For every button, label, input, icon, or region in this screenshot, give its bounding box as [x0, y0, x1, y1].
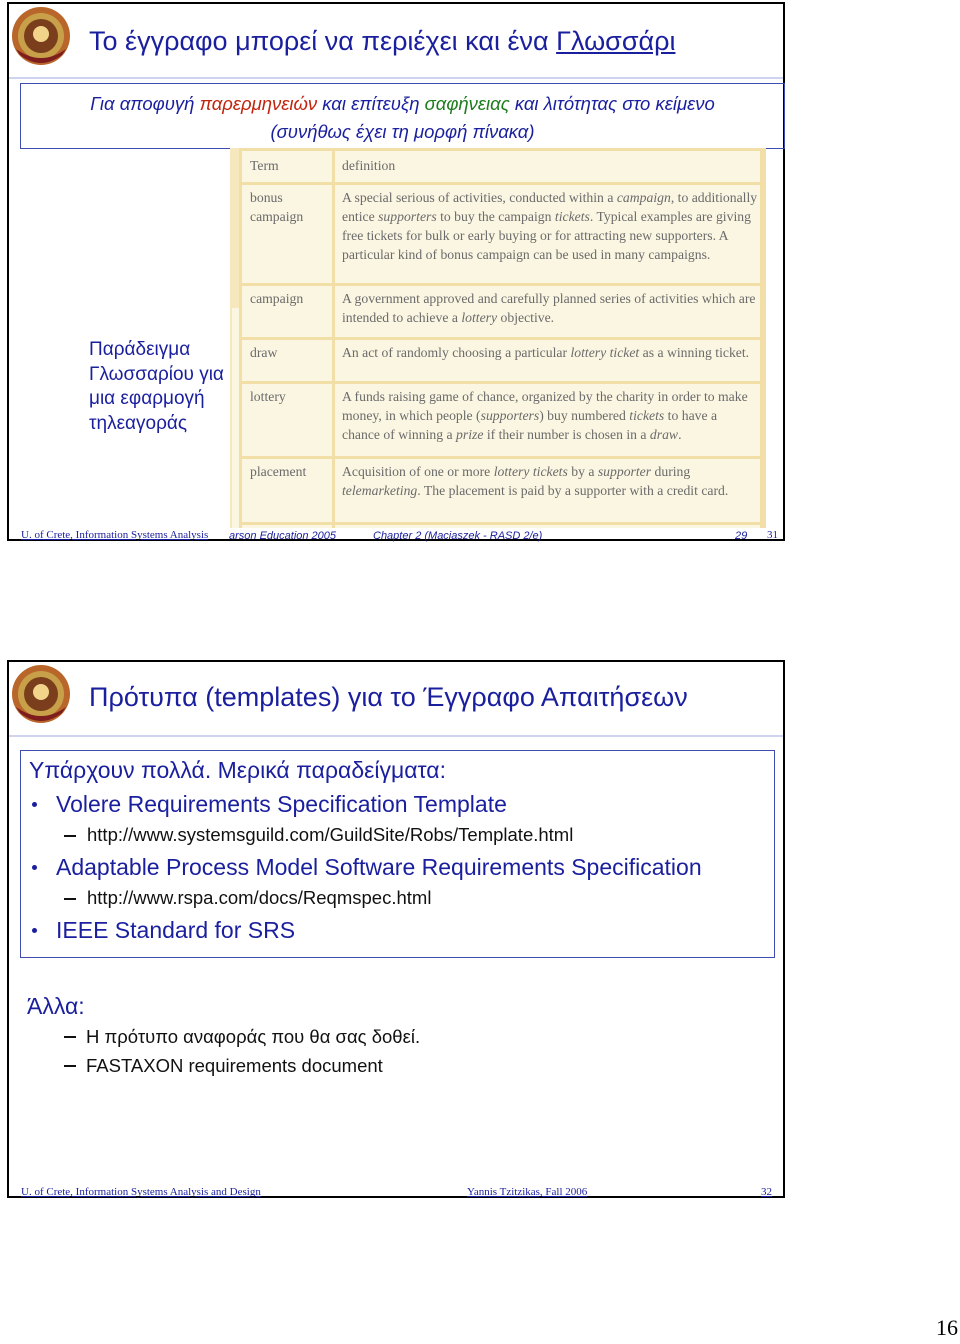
- table-grid-line: [241, 337, 760, 340]
- term-cell: lottery: [250, 389, 286, 404]
- dash-icon: [64, 898, 76, 900]
- table-grid-line: [241, 148, 760, 151]
- templates-box: [20, 750, 775, 958]
- intro-highlight-green: σαφήνειας: [424, 93, 510, 114]
- template-item-label: IEEE Standard for SRS: [56, 917, 296, 943]
- dash-icon: [64, 1036, 76, 1038]
- term-cell: campaign: [250, 291, 304, 306]
- slide-footer-course: U. of Crete, Information Systems Analysis: [21, 529, 209, 541]
- example-caption: [89, 338, 224, 436]
- caption-line: μια εφαρμογή: [89, 388, 205, 409]
- slide-number: 32: [761, 1186, 772, 1198]
- slide-number: 31: [767, 529, 778, 541]
- slide-footer-page: 29: [735, 530, 748, 542]
- bullet-icon: [32, 802, 37, 807]
- caption-line: Παράδειγμα: [89, 339, 191, 360]
- slide-templates: [7, 660, 785, 1198]
- slide-footer-author: Yannis Tzitzikas, Fall 2006: [467, 1186, 588, 1198]
- table-grid-line: [241, 182, 760, 185]
- table-header-definition: definition: [342, 158, 396, 173]
- definition-cell: A special serious of activities, conducted within a campaign, to additionally entice supporters to buy the campaign tickets. Typical examples are giving free tickets for bulk or early buying or for attracting new supporters. A particular kind of bonus campaign can be used in many campaigns.: [342, 190, 758, 262]
- templates-intro: Υπάρχουν πολλά. Μερικά παραδείγματα:: [29, 757, 446, 783]
- glossary-table-image: [230, 148, 766, 528]
- document-page-number: 16: [936, 1315, 958, 1340]
- table-header-term: Term: [250, 158, 279, 173]
- intro-highlight-red: παρερμηνειών: [199, 93, 318, 114]
- dash-icon: [64, 1065, 76, 1067]
- definition-cell: An act of randomly choosing a particular lottery ticket as a winning ticket.: [342, 345, 750, 360]
- slide-footer-chapter: Chapter 2 (Maciaszek - RASD 2/e): [373, 530, 543, 542]
- table-grid-line: [241, 283, 760, 286]
- others-heading: Άλλα:: [27, 993, 85, 1019]
- term-cell: bonus campaign: [250, 190, 304, 224]
- table-grid-line: [241, 522, 760, 525]
- slide-title: [89, 26, 675, 57]
- template-item-label: Volere Requirements Specification Template: [56, 791, 507, 817]
- template-item-label: Adaptable Process Model Software Requirements Specification: [56, 854, 702, 880]
- intro-line-1: [21, 93, 784, 115]
- intro-text: και λιτότητας στο κείμενο: [509, 93, 715, 114]
- glossary-intro-box: [20, 83, 785, 149]
- title-divider: [9, 735, 783, 737]
- university-crest-logo: [10, 663, 72, 725]
- university-crest-logo: [10, 5, 72, 67]
- caption-line: Γλωσσαρίου για: [89, 363, 224, 385]
- table-grid-line: [760, 148, 766, 528]
- intro-line-2: (συνήθως έχει τη μορφή πίνακα): [270, 121, 535, 142]
- slide-footer-course: U. of Crete, Information Systems Analysis and Design: [21, 1186, 261, 1198]
- term-cell: draw: [250, 345, 278, 360]
- template-item-url[interactable]: http://www.systemsguild.com/GuildSite/Robs/Template.html: [87, 824, 574, 845]
- definition-cell: A funds raising game of chance, organized by the charity in order to make money, in which people (supporters) buy numbered tickets to have a chance of winning a prize if their number is chosen in a draw.: [342, 389, 748, 442]
- definition-cell: A government approved and carefully planned series of activities which are intended to achieve a lottery objective.: [342, 291, 756, 325]
- dash-icon: [64, 835, 76, 837]
- term-cell: placement: [250, 464, 307, 479]
- intro-text: και επίτευξη: [317, 93, 425, 114]
- slide-glossary: [7, 2, 785, 541]
- caption-line: τηλεαγοράς: [89, 412, 188, 434]
- title-divider: [9, 77, 783, 79]
- others-item: FASTAXON requirements document: [86, 1055, 383, 1076]
- title-prefix: Το έγγραφο μπορεί να περιέχει και ένα: [89, 26, 557, 56]
- slide-footer-publisher: arson Education 2005: [229, 530, 337, 542]
- bullet-icon: [32, 865, 37, 870]
- others-item: Η πρότυπο αναφοράς που θα σας δοθεί.: [86, 1026, 421, 1047]
- table-left-edge: [230, 148, 232, 528]
- glossary-link[interactable]: Γλωσσάρι: [556, 26, 676, 56]
- table-grid-line: [241, 456, 760, 459]
- table-grid-line: [241, 381, 760, 384]
- intro-text: Για αποφυγή: [90, 93, 200, 114]
- slide-title: Πρότυπα (templates) για το Έγγραφο Απαιτήσεων: [89, 682, 688, 712]
- definition-cell: Acquisition of one or more lottery tickets by a supporter during telemarketing. The placement is paid by a supporter with a credit card.: [342, 464, 729, 498]
- template-item-url[interactable]: http://www.rspa.com/docs/Reqmspec.html: [87, 887, 432, 908]
- bullet-icon: [32, 928, 37, 933]
